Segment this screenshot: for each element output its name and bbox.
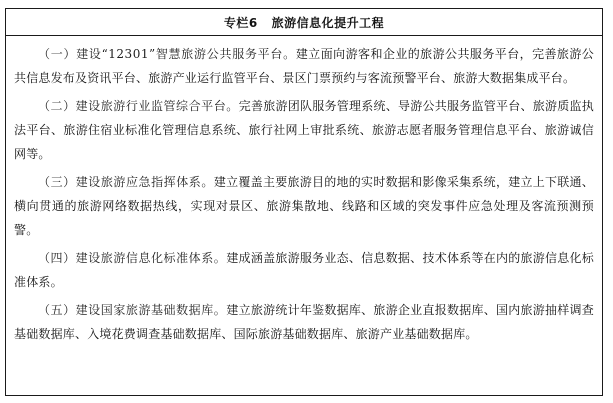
paragraph-heading: （四）建设旅游信息化标准体系。 bbox=[38, 251, 227, 265]
paragraph-text: 建立面向游客和企业的旅游公共服务平台，完善旅游公共信息发布及资讯平台、旅游产业运行监管平台、景区门票预约与客流预警平台、旅游大数据集成平台。 bbox=[14, 47, 594, 85]
paragraph-text: 建立覆盖主要旅游目的地的实时数据和影像采集系统，建立上下联通、横向贯通的旅游网络数据热线，实现对景区、旅游集散地、线路和区域的突发事件应急处理及客流预测预警。 bbox=[14, 175, 594, 237]
paragraph-5 bbox=[14, 298, 594, 346]
paragraph-heading: （三）建设旅游应急指挥体系。 bbox=[38, 175, 214, 189]
paragraph-1 bbox=[14, 42, 594, 90]
paragraph-text: 建立旅游统计年鉴数据库、旅游企业直报数据库、国内旅游抽样调查基础数据库、入境花费调查基础数据库、国际旅游基础数据库、旅游产业基础数据库。 bbox=[14, 303, 594, 341]
panel-header bbox=[6, 9, 602, 36]
paragraph-text: 完善旅游团队服务管理系统、导游公共服务监管平台、旅游质监执法平台、旅游住宿业标准化管理信息系统、旅行社网上审批系统、旅游志愿者服务管理信息平台、旅游诚信网等。 bbox=[14, 99, 594, 161]
paragraph-heading: （二）建设旅游行业监管综合平台。 bbox=[38, 99, 239, 113]
paragraph-text: 建成涵盖旅游服务业态、信息数据、技术体系等在内的旅游信息化标准体系。 bbox=[14, 251, 594, 289]
paragraph-heading: （一）建设“12301”智慧旅游公共服务平台。 bbox=[38, 47, 296, 61]
panel-label: 专栏6 bbox=[223, 15, 258, 30]
paragraph-3 bbox=[14, 170, 594, 242]
panel-title: 旅游信息化提升工程 bbox=[271, 15, 385, 30]
panel-body bbox=[6, 36, 602, 346]
project-panel bbox=[5, 8, 603, 396]
paragraph-2 bbox=[14, 94, 594, 166]
paragraph-heading: （五）建设国家旅游基础数据库。 bbox=[38, 303, 227, 317]
paragraph-4 bbox=[14, 246, 594, 294]
